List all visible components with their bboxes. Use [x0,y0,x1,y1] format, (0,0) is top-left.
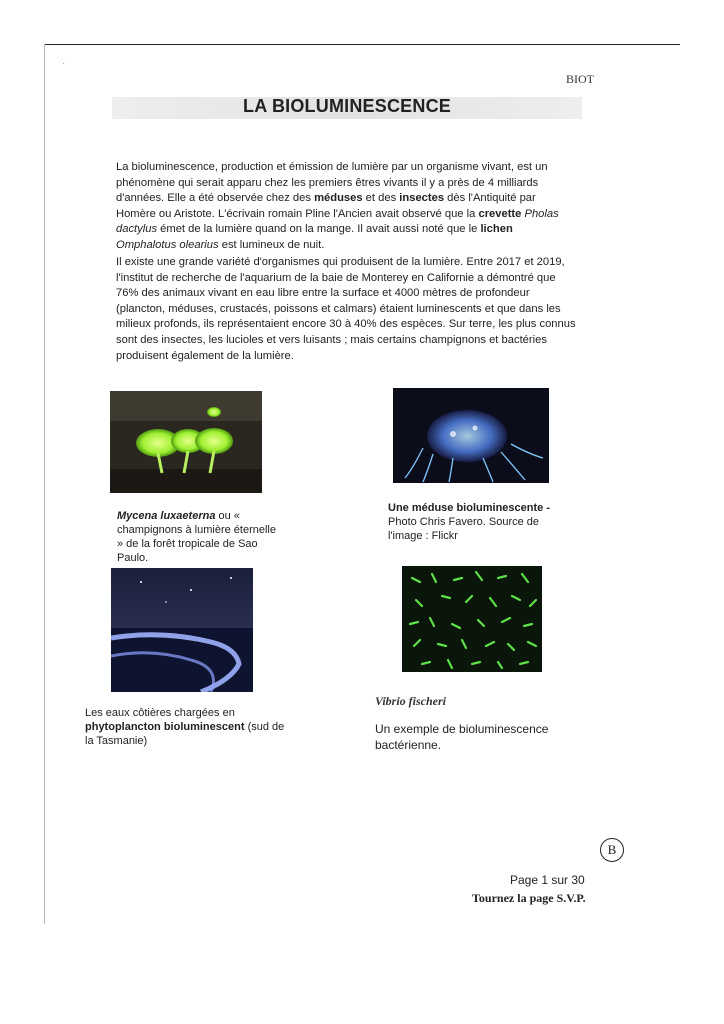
jellyfish-photo [393,388,549,483]
header-code: BIOT [566,72,594,86]
top-border [44,44,680,45]
page-marker-badge: B [600,838,624,862]
bacteria-caption: Un exemple de bioluminescence bactérienne. [375,722,549,752]
mushroom-caption: Mycena luxaeterna ou « champignons à lumière éternelle » de la forêt tropicale de Sao Paulo. [117,510,276,564]
paragraph-diversity: Il existe une grande variété d'organismes qui produisent de la lumière. Entre 2017 et 2019, l'institut de recherche de l'aquarium de la baie de Monterey en Californie a démontré que 76% des animaux vivant en eau libre entre la surface et 4000 mètres de profondeur (plancton, méduses, crustacés, poissons et calmars) étaient luminescents et que dans les milieux profonds, ils représentaient encore 30 à 40% des espèces. Sur terre, les plus connus sont des insectes, les lucioles et vers luisants ; mais certains champignons et bactéries produisent également de la lumière. [116,256,576,362]
bacteria-name: Vibrio fischeri [375,694,447,708]
bacteria-photo [402,566,542,672]
scan-speck: · [62,58,66,69]
mushroom-photo [110,391,262,493]
paragraph-history: La bioluminescence, production et émission de lumière par un organisme vivant, est un phénomène qui serait apparu chez les premiers êtres vivants il y a près de 4 milliards d'années. Elle a été observée chez des méduses et des insectes dès l'Antiquité par Homère ou Aristote. L'écrivain romain Pline l'Ancien avait observé que la crevette Pholas dactylus émet de la lumière quand on la mange. Il avait aussi noté que le lichen Omphalotus olearius est lumineux de nuit. [116,161,559,251]
left-border [44,44,45,924]
coast-photo [111,568,253,692]
turn-page-note: Tournez la page S.V.P. [472,891,586,905]
page-title: LA BIOLUMINESCENCE [243,96,451,116]
jellyfish-caption: Une méduse bioluminescente - Photo Chris Favero. Source de l'image : Flickr [388,502,550,542]
coast-caption: Les eaux côtières chargées en phytoplancton bioluminescent (sud de la Tasmanie) [85,707,285,747]
page-number: Page 1 sur 30 [510,873,585,887]
